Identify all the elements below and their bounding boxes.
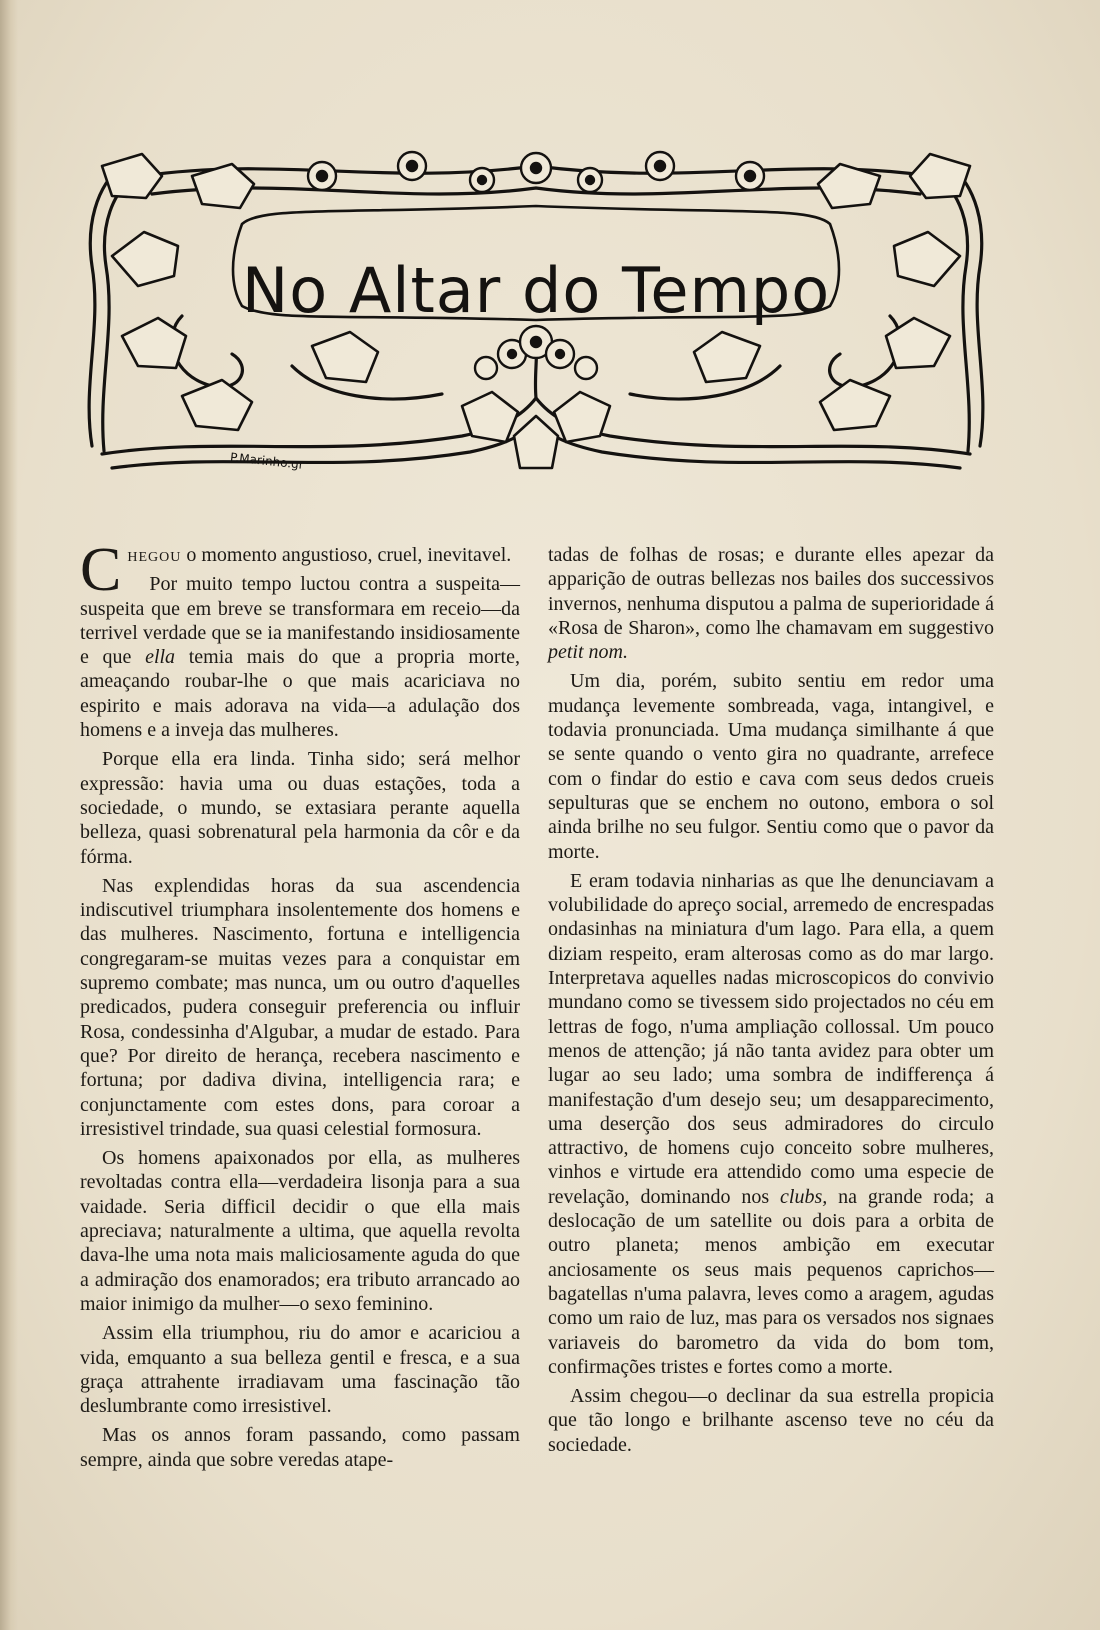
article-title: No Altar do Tempo [241, 254, 831, 327]
paragraph-text: Por muito tempo luctou contra a suspeita—suspeita que em breve se transformara em receio—da terrivel verdade que se ia manifestando insidiosamente e que [80, 573, 520, 669]
paragraph-text: tadas de folhas de rosas; e durante elles apezar da apparição de outras bellezas nos bailes dos successivos invernos, nenhuma disputou a palma de superioridade á «Rosa de Sharon», como lhe chamavam em suggestivo [548, 544, 994, 639]
page-edge-shadow [0, 0, 18, 1630]
paragraph-text: na grande roda; a deslocação de um satellite ou dois para a orbita de outro planeta; menos ambição em executar anciosamente os seus mais pequenos caprichos—bagatellas n'uma palavra, leves como a aragem, agudas como um raio de luz, mas para os versados nos signaes variaveis do barometro da vida do bom tom, confirmações tristes e fortes como a morte. [548, 1185, 995, 1378]
paragraph [80, 572, 520, 742]
paragraph-text: o momento angustioso, cruel, inevitavel. [181, 544, 512, 566]
paragraph: Nas explendidas horas da sua ascendencia indiscutivel triumphara insolentemente dos homens e das mulheres. Nascimento, fortuna e intelligencia congregaram-se muitas vezes para a conquistar em supremo combate; mas nunca, um ou outro d'aquelles predicados, pudera conseguir preferencia ou influir Rosa, condessinha d'Algubar, a mudar de estado. Para que? Por direito de herança, recebera nascimento e fortuna; por dadiva divina, intelligencia rara; e conjunctamente com estes dons, para coroar a irresistivel trindade, sua quasi celestial formosura. [80, 874, 520, 1140]
italic-phrase: petit nom. [548, 641, 628, 664]
paragraph: Assim chegou—o declinar da sua estrella propicia que tão longo e brilhante ascenso teve no céu da sociedade. [548, 1385, 994, 1456]
paragraph [548, 543, 994, 664]
paragraph-text: temia mais do que a propria morte, ameaçando roubar-lhe o que mais acariciava no espirito e mais adorava na vida—a adulação dos homens e a inveja das mulheres. [80, 646, 520, 742]
small-caps-word: hegou [127, 544, 182, 566]
paragraph-text: E eram todavia ninharias as que lhe denunciavam a volubilidade do apreço social, arremedo de encrespadas ondasinhas na miniatura d'um lago. Para ella, a quem diziam respeito, eram alterosas como as do mar largo. Interpretava aquelles nadas microscopicos do convivio mundano como se tivessem sido projectados no céu em lettras de fogo, n'uma ampliação collossal. Um pouco menos de attenção; já não tanta avidez para obter um lugar ao seu lado; uma sombra de indifferença á manifestação d'um desejo seu; um desapparecimento, uma deserção dos seus admiradores do circulo attractivo, de homens cujo conceito sobre mulheres, vinhos e virtude era attendido como uma especie de revelação, dominando nos [548, 869, 994, 1208]
italic-word: clubs, [780, 1185, 828, 1208]
article-left-column [80, 536, 520, 1477]
paragraph: Um dia, porém, subito sentiu em redor uma mudança levemente sombreada, vaga, intangivel, e todavia pronunciada. Uma mudança similhante á que se sente quando o vento gira no quadrante, arrefece com o findar do estio e cava com seus dedos crueis sepulturas que se enchem no outono, embora o sol ainda brilhe no seu fulgor. Sentiu como que o pavor da morte. [548, 670, 994, 863]
paragraph [548, 869, 994, 1379]
illustrator-signature: P.Marinho.gr [229, 450, 305, 472]
paragraph: Porque ella era linda. Tinha sido; será melhor expressão: havia uma ou duas estações, toda a sociedade, o mundo, se extasiara perante aquella belleza, quasi sobrenatural pela harmonia da côr e da fórma. [80, 748, 520, 868]
paragraph [80, 536, 520, 604]
italic-word: ella [145, 646, 176, 669]
paragraph: Os homens apaixonados por ella, as mulheres revoltadas contra ella—verdadeira lisonja para a sua vaidade. Seria difficil decidir o que ella mais apreciava; naturalmente a ultima, que aquella revolta dava-lhe uma nota mais maliciosamente aguda do que a admiração dos enamorados; era tributo arrancado ao maior inimigo da mulher—o sexo feminino. [80, 1147, 520, 1315]
paragraph: Assim ella triumphou, riu do amor e acariciou a vida, emquanto a sua belleza gentil e fresca, e a sua graça attrahente irradiavam uma fascinação tão deslumbrante como irresistivel. [80, 1322, 520, 1418]
ornamental-header [82, 136, 990, 496]
drop-cap: C [80, 536, 122, 604]
paragraph: Mas os annos foram passando, como passam sempre, ainda que sobre veredas atape- [80, 1424, 520, 1471]
article-right-column [548, 543, 994, 1462]
